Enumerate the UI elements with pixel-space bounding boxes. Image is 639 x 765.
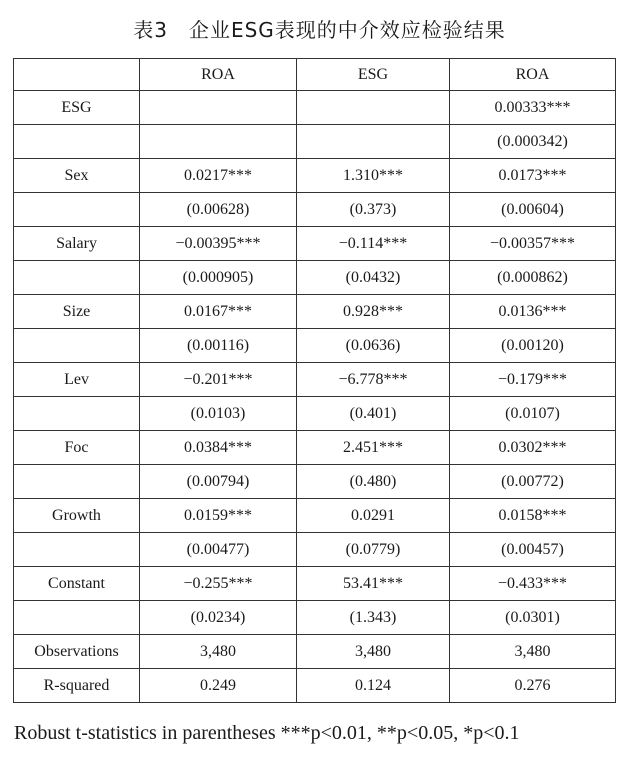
table-row xyxy=(14,193,616,227)
roa-model-2-value: (0.0107) xyxy=(450,397,616,431)
table-row xyxy=(14,363,616,397)
table-row xyxy=(14,567,616,601)
esg-model-value: 1.310*** xyxy=(297,159,450,193)
roa-model-1-value: (0.000905) xyxy=(140,261,297,295)
roa-model-2-value: 0.0158*** xyxy=(450,499,616,533)
row-label: Size xyxy=(14,295,140,329)
table-row xyxy=(14,465,616,499)
roa-model-1-value: (0.0234) xyxy=(140,601,297,635)
roa-model-1-value: −0.201*** xyxy=(140,363,297,397)
roa-model-2-value: −0.433*** xyxy=(450,567,616,601)
roa-model-1-value: (0.00628) xyxy=(140,193,297,227)
table-row xyxy=(14,227,616,261)
table-row xyxy=(14,91,616,125)
table-footnote: Robust t-statistics in parentheses ***p<0.01, **p<0.05, *p<0.1 xyxy=(14,722,520,744)
table-row xyxy=(14,295,616,329)
roa-model-1-value: (0.00477) xyxy=(140,533,297,567)
roa-model-1-value: (0.0103) xyxy=(140,397,297,431)
esg-model-value xyxy=(297,125,450,159)
roa-model-2-value: 0.0173*** xyxy=(450,159,616,193)
table-title: 表3 企业ESG表现的中介效应检验结果 xyxy=(133,18,506,42)
row-label xyxy=(14,397,140,431)
roa-model-2-value: 0.00333*** xyxy=(450,91,616,125)
row-label: Foc xyxy=(14,431,140,465)
header-cell-esg: ESG xyxy=(297,59,450,91)
row-label xyxy=(14,601,140,635)
roa-model-2-value: (0.0301) xyxy=(450,601,616,635)
roa-model-1-value: 0.249 xyxy=(140,669,297,703)
roa-model-2-value: (0.000862) xyxy=(450,261,616,295)
table-row xyxy=(14,499,616,533)
roa-model-1-value: 3,480 xyxy=(140,635,297,669)
row-label: Constant xyxy=(14,567,140,601)
roa-model-1-value: 0.0167*** xyxy=(140,295,297,329)
esg-model-value: 3,480 xyxy=(297,635,450,669)
row-label: Sex xyxy=(14,159,140,193)
row-label xyxy=(14,329,140,363)
roa-model-2-value: −0.179*** xyxy=(450,363,616,397)
row-label: Lev xyxy=(14,363,140,397)
roa-model-2-value: (0.000342) xyxy=(450,125,616,159)
roa-model-1-value: 0.0384*** xyxy=(140,431,297,465)
roa-model-2-value: 0.0302*** xyxy=(450,431,616,465)
table-row xyxy=(14,431,616,465)
header-cell-roa-2: ROA xyxy=(450,59,616,91)
roa-model-2-value: (0.00457) xyxy=(450,533,616,567)
roa-model-2-value: 0.276 xyxy=(450,669,616,703)
row-label: ESG xyxy=(14,91,140,125)
esg-model-value: 53.41*** xyxy=(297,567,450,601)
row-label xyxy=(14,533,140,567)
table-row xyxy=(14,635,616,669)
roa-model-1-value: (0.00794) xyxy=(140,465,297,499)
roa-model-2-value: 0.0136*** xyxy=(450,295,616,329)
roa-model-1-value xyxy=(140,125,297,159)
esg-model-value: (0.0636) xyxy=(297,329,450,363)
table-row xyxy=(14,329,616,363)
roa-model-1-value xyxy=(140,91,297,125)
esg-model-value: (0.0432) xyxy=(297,261,450,295)
roa-model-1-value: (0.00116) xyxy=(140,329,297,363)
roa-model-2-value: 3,480 xyxy=(450,635,616,669)
header-row xyxy=(14,59,616,91)
roa-model-1-value: −0.00395*** xyxy=(140,227,297,261)
esg-model-value: 0.928*** xyxy=(297,295,450,329)
esg-model-value: (0.480) xyxy=(297,465,450,499)
roa-model-2-value: (0.00772) xyxy=(450,465,616,499)
roa-model-2-value: −0.00357*** xyxy=(450,227,616,261)
header-cell-roa-1: ROA xyxy=(140,59,297,91)
row-label xyxy=(14,465,140,499)
row-label: Growth xyxy=(14,499,140,533)
row-label: R-squared xyxy=(14,669,140,703)
roa-model-1-value: 0.0217*** xyxy=(140,159,297,193)
esg-model-value: (0.401) xyxy=(297,397,450,431)
esg-model-value: (0.0779) xyxy=(297,533,450,567)
esg-model-value: −0.114*** xyxy=(297,227,450,261)
esg-model-value: 0.124 xyxy=(297,669,450,703)
row-label xyxy=(14,193,140,227)
regression-results-table xyxy=(13,58,616,703)
esg-model-value: 2.451*** xyxy=(297,431,450,465)
row-label xyxy=(14,125,140,159)
table-row xyxy=(14,159,616,193)
table-row xyxy=(14,125,616,159)
roa-model-1-value: 0.0159*** xyxy=(140,499,297,533)
esg-model-value: (0.373) xyxy=(297,193,450,227)
row-label xyxy=(14,261,140,295)
table-row xyxy=(14,397,616,431)
esg-model-value: 0.0291 xyxy=(297,499,450,533)
esg-model-value: −6.778*** xyxy=(297,363,450,397)
row-label: Observations xyxy=(14,635,140,669)
table-row xyxy=(14,601,616,635)
row-label: Salary xyxy=(14,227,140,261)
table-row xyxy=(14,669,616,703)
esg-model-value: (1.343) xyxy=(297,601,450,635)
header-cell-variable xyxy=(14,59,140,91)
roa-model-2-value: (0.00604) xyxy=(450,193,616,227)
esg-model-value xyxy=(297,91,450,125)
table-row xyxy=(14,533,616,567)
table-row xyxy=(14,261,616,295)
roa-model-2-value: (0.00120) xyxy=(450,329,616,363)
roa-model-1-value: −0.255*** xyxy=(140,567,297,601)
